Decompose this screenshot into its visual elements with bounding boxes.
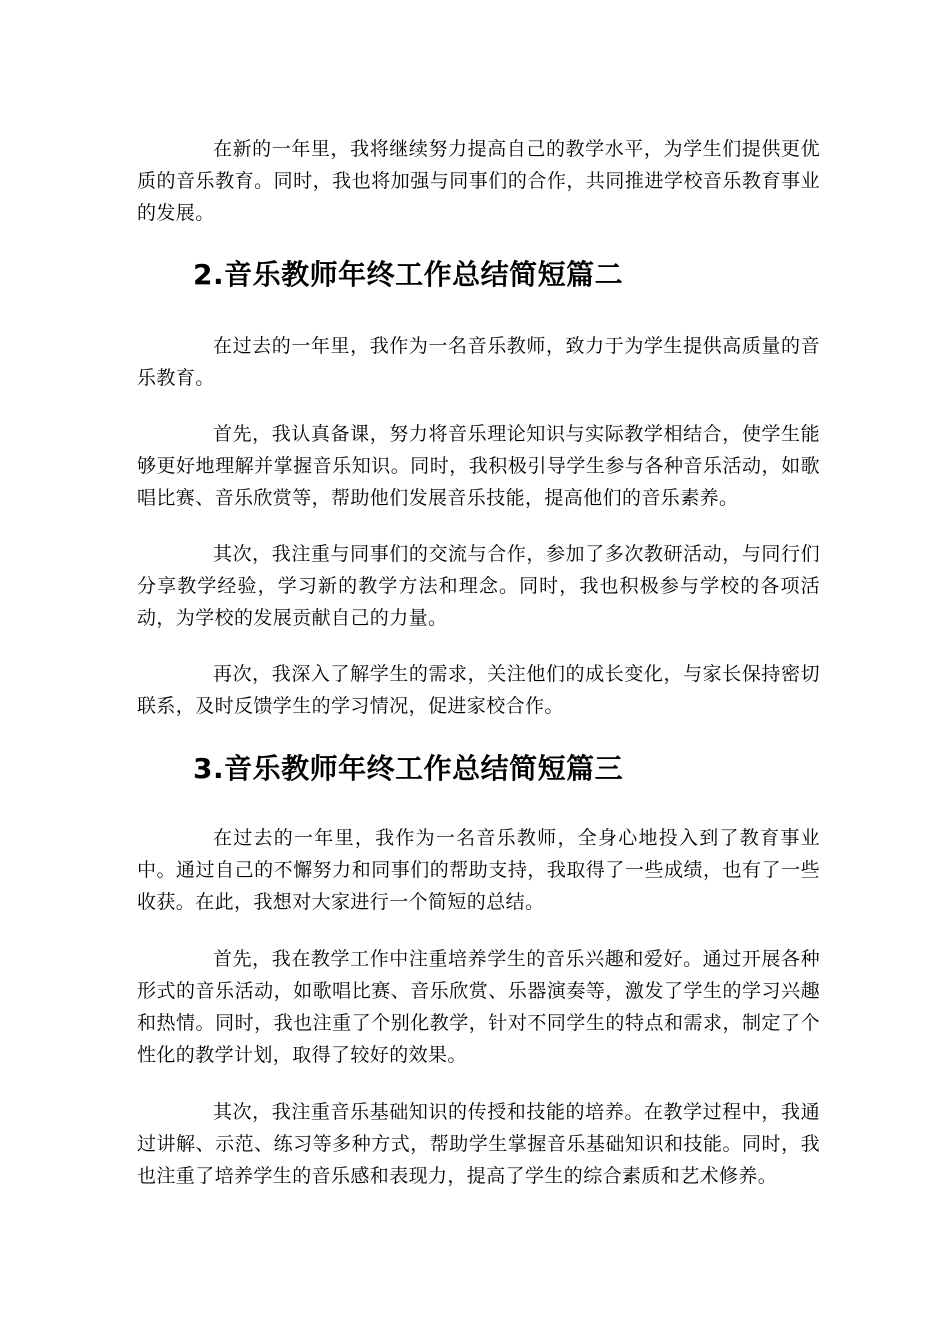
paragraph-2-3: 其次，我注重与同事们的交流与合作，参加了多次教研活动，与同行们分享教学经验，学习新的教学方法和理念。同时，我也积极参与学校的各项活动，为学校的发展贡献自己的力量。 xyxy=(137,543,820,629)
paragraph-2-4: 再次，我深入了解学生的需求，关注他们的成长变化，与家长保持密切联系，及时反馈学生的学习情况，促进家校合作。 xyxy=(137,663,820,717)
paragraph-2-1: 在过去的一年里，我作为一名音乐教师，致力于为学生提供高质量的音乐教育。 xyxy=(137,335,820,389)
section-heading-2: 2.音乐教师年终工作总结简短篇二 xyxy=(193,258,624,291)
paragraph-intro: 在新的一年里，我将继续努力提高自己的教学水平，为学生们提供更优质的音乐教育。同时，我也将加强与同事们的合作，共同推进学校音乐教育事业的发展。 xyxy=(137,138,820,224)
paragraph-3-3: 其次，我注重音乐基础知识的传授和技能的培养。在教学过程中，我通过讲解、示范、练习等多种方式，帮助学生掌握音乐基础知识和技能。同时，我也注重了培养学生的音乐感和表现力，提高了学生的综合素质和艺术修养。 xyxy=(137,1101,820,1187)
paragraph-3-2: 首先，我在教学工作中注重培养学生的音乐兴趣和爱好。通过开展各种形式的音乐活动，如歌唱比赛、音乐欣赏、乐器演奏等，激发了学生的学习兴趣和热情。同时，我也注重了个别化教学，针对不同学生的特点和需求，制定了个性化的教学计划，取得了较好的效果。 xyxy=(137,948,820,1066)
paragraph-3-1: 在过去的一年里，我作为一名音乐教师，全身心地投入到了教育事业中。通过自己的不懈努力和同事们的帮助支持，我取得了一些成绩，也有了一些收获。在此，我想对大家进行一个简短的总结。 xyxy=(137,827,820,913)
section-heading-3: 3.音乐教师年终工作总结简短篇三 xyxy=(193,752,624,785)
paragraph-2-2: 首先，我认真备课，努力将音乐理论知识与实际教学相结合，使学生能够更好地理解并掌握音乐知识。同时，我积极引导学生参与各种音乐活动，如歌唱比赛、音乐欣赏等，帮助他们发展音乐技能，提高他们的音乐素养。 xyxy=(137,423,820,509)
